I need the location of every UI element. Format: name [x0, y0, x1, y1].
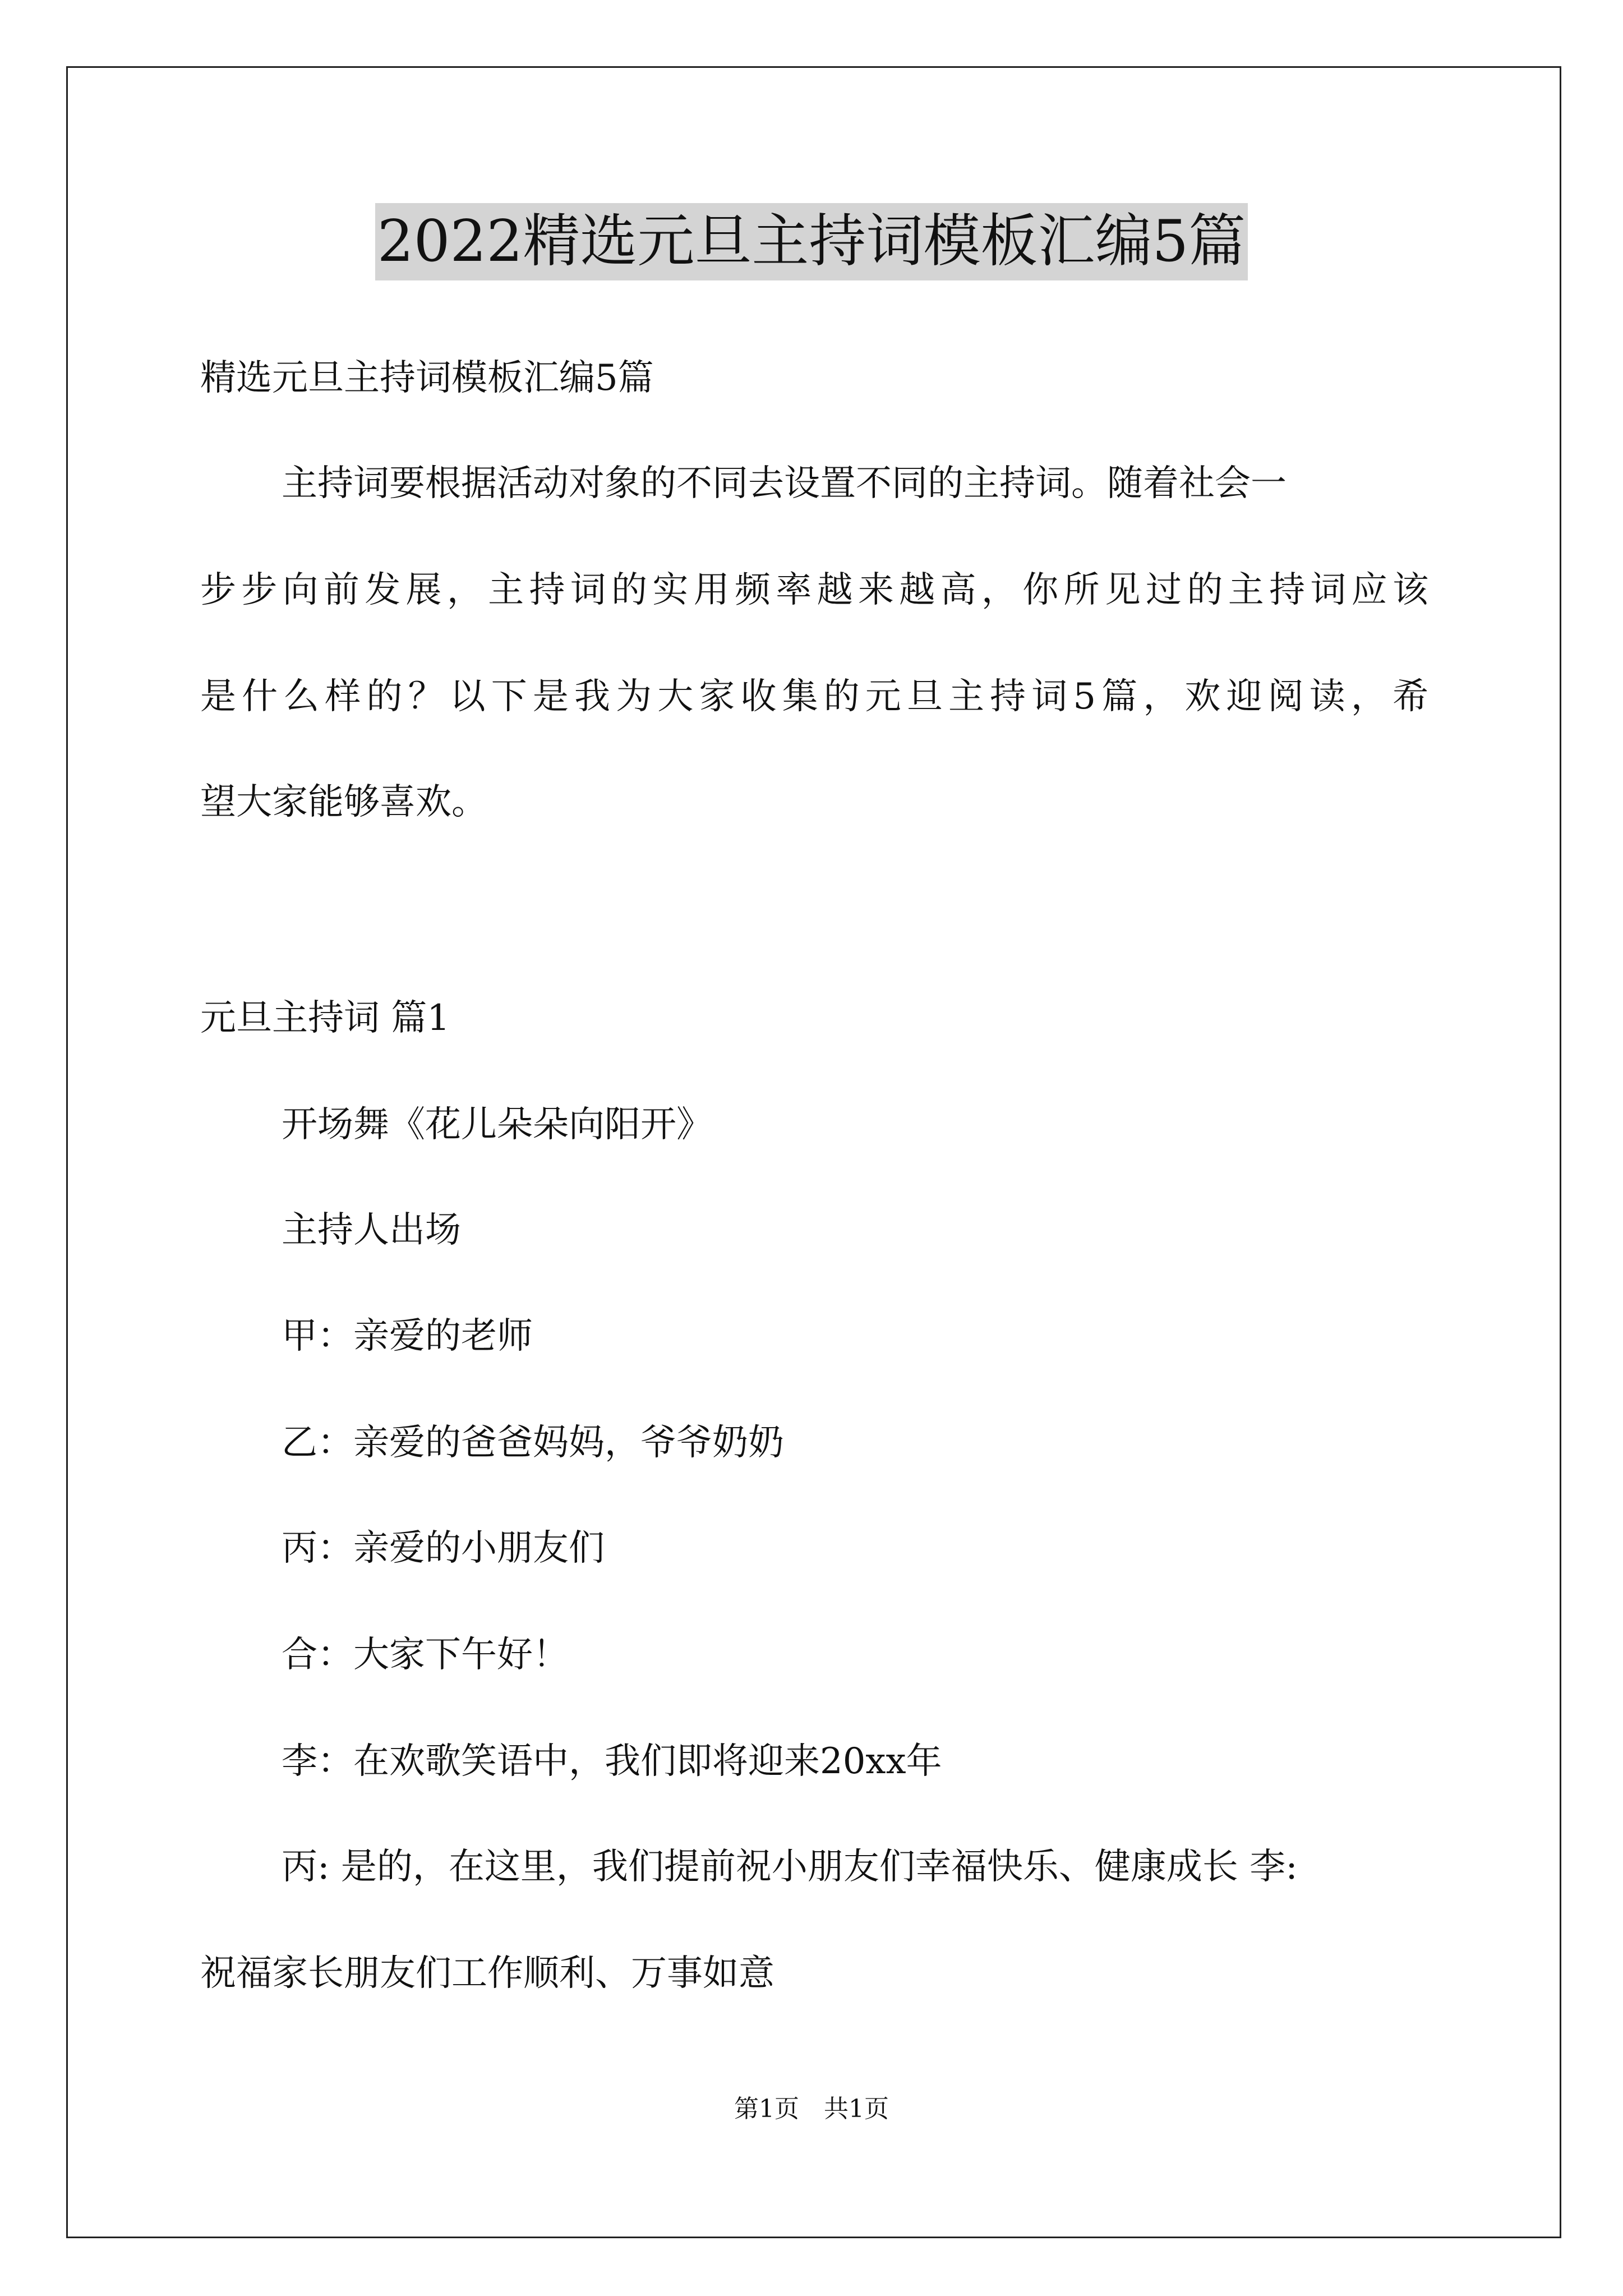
title-container: [0, 203, 1623, 280]
script-line-4: 乙：亲爱的爸爸妈妈，爷爷奶奶: [282, 1422, 784, 1464]
script-line-3: 甲：亲爱的老师: [282, 1315, 533, 1357]
intro-line-1: 主持词要根据活动对象的不同去设置不同的主持词。随着社会一: [282, 463, 1287, 504]
intro-line-2: 步步向前发展，主持词的实用频率越来越高，你所见过的主持词应该: [200, 569, 1428, 611]
script-line-2: 主持人出场: [282, 1209, 461, 1251]
script-line-5: 丙：亲爱的小朋友们: [282, 1527, 605, 1569]
closing-line-1: 丙: 是的，在这里，我们提前祝小朋友们幸福快乐、健康成长 李:: [282, 1846, 1298, 1888]
script-line-1: 开场舞《花儿朵朵向阳开》: [282, 1104, 712, 1145]
section-heading: 元旦主持词 篇1: [200, 997, 450, 1039]
script-line-6: 合：大家下午好！: [282, 1634, 569, 1676]
script-line-7: 李：在欢歌笑语中，我们即将迎来20xx年: [282, 1741, 942, 1782]
page-footer: 第1页 共1页: [734, 2095, 889, 2123]
document-subtitle: 精选元旦主持词模板汇编5篇: [200, 357, 654, 399]
intro-line-4: 望大家能够喜欢。: [200, 781, 487, 823]
document-title: 2022精选元旦主持词模板汇编5篇: [375, 203, 1248, 280]
closing-line-2: 祝福家长朋友们工作顺利、万事如意: [200, 1953, 774, 1994]
intro-line-3: 是什么样的？以下是我为大家收集的元旦主持词5篇，欢迎阅读，希: [200, 676, 1428, 717]
